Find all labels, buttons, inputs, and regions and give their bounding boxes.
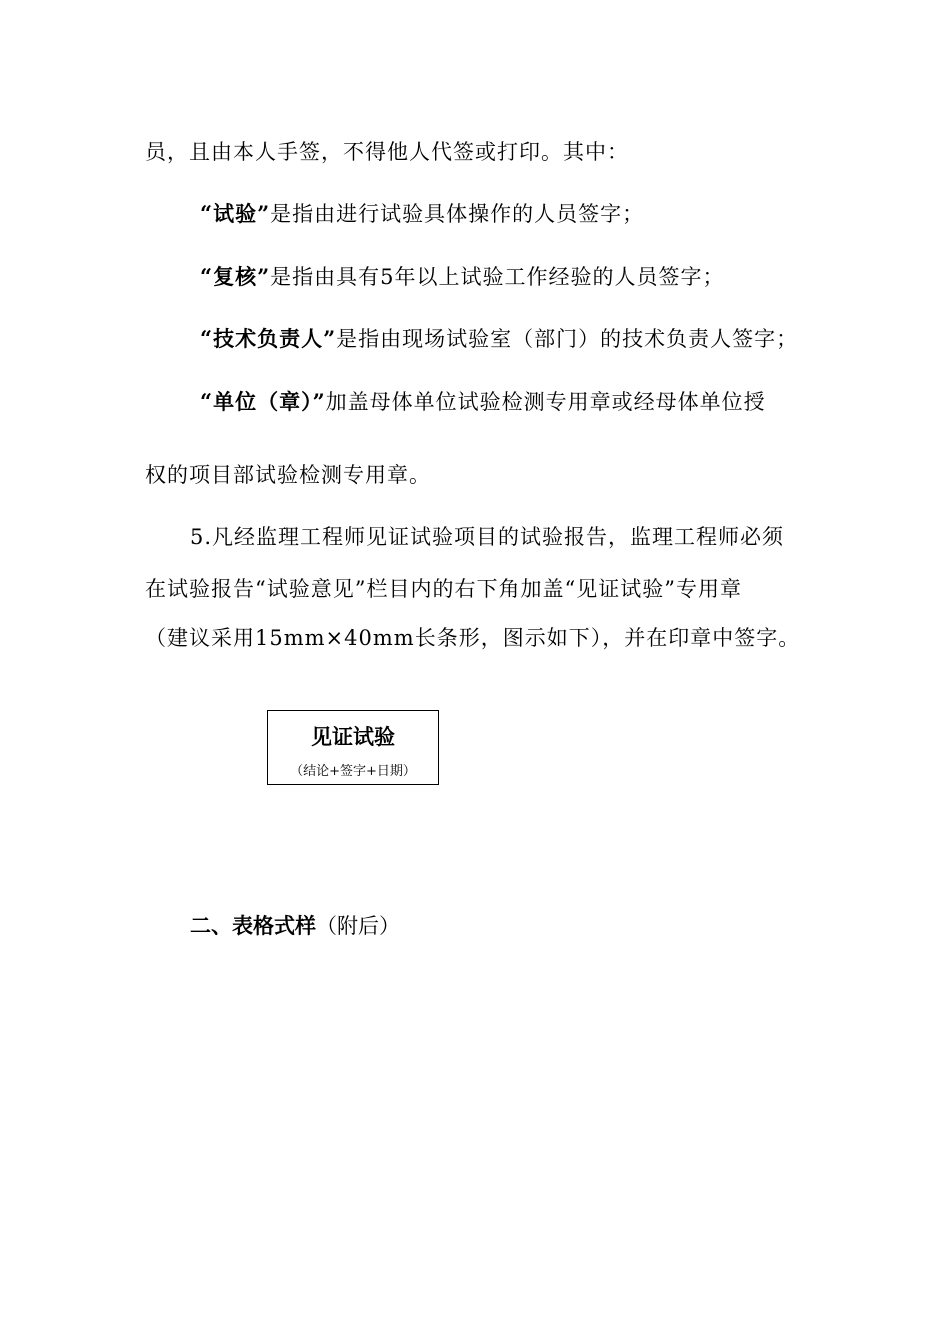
definition-test-text: 是指由进行试验具体操作的人员签字； bbox=[270, 202, 645, 226]
definition-tech-lead-term: “技术负责人” bbox=[200, 326, 337, 351]
section-heading bbox=[190, 912, 400, 940]
item-5-line-2: 在试验报告“试验意见”栏目内的右下角加盖“见证试验”专用章 bbox=[145, 577, 742, 601]
stamp-title: 见证试验 bbox=[311, 724, 395, 749]
stamp-subtitle: （结论+签字+日期） bbox=[290, 764, 416, 779]
item-5-line-3: （建议采用15mm×40mm长条形，图示如下），并在印章中签字。 bbox=[145, 626, 801, 650]
definition-tech-lead-text: 是指由现场试验室（部门）的技术负责人签字； bbox=[336, 327, 799, 351]
definition-test-term: “试验” bbox=[200, 201, 271, 226]
definition-unit-seal bbox=[200, 388, 766, 416]
item-5-line-1: 5.凡经监理工程师见证试验项目的试验报告，监理工程师必须 bbox=[190, 525, 785, 549]
section-heading-title: 二、表格式样 bbox=[190, 913, 316, 938]
definition-tech-lead bbox=[200, 325, 798, 353]
definition-review bbox=[200, 263, 725, 291]
definition-review-text: 是指由具有5年以上试验工作经验的人员签字； bbox=[270, 265, 725, 289]
definition-test bbox=[200, 200, 644, 228]
paragraph-signature-rule: 员，且由本人手签，不得他人代签或打印。其中： bbox=[145, 140, 629, 164]
definition-review-term: “复核” bbox=[200, 264, 271, 289]
witness-test-stamp-sample bbox=[267, 710, 439, 785]
section-heading-note: （附后） bbox=[316, 914, 400, 938]
definition-unit-seal-text: 加盖母体单位试验检测专用章或经母体单位授 bbox=[325, 390, 766, 414]
definition-unit-seal-continued: 权的项目部试验检测专用章。 bbox=[145, 463, 431, 487]
definition-unit-seal-term: “单位（章）” bbox=[200, 389, 326, 414]
